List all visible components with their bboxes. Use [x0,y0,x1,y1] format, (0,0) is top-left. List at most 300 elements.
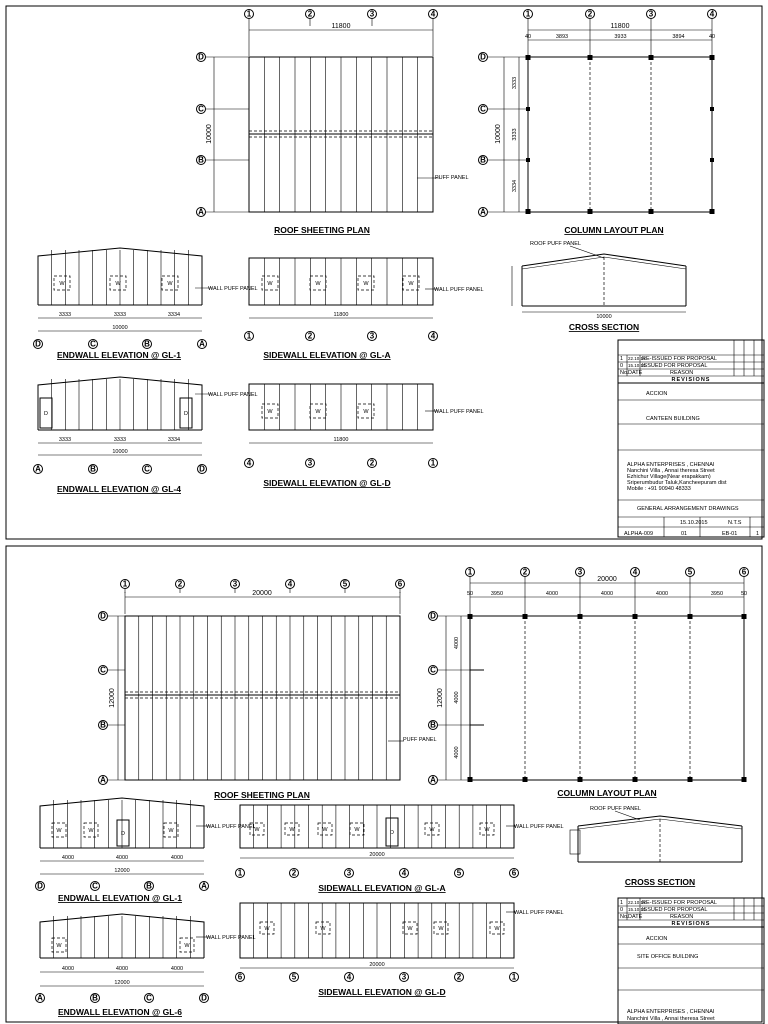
roof-puff-panel-label-2: ROOF PUFF PANEL [590,806,641,812]
cross-section-width-dim: 10000 [596,314,612,320]
elevations-1 [34,248,484,494]
column-width-dim: 11800 [610,23,630,30]
endwall-grid-D [200,994,209,1003]
title-block-1 [618,340,764,537]
endwall-grid-B-label: B [144,339,150,349]
endwall-grid-A-label: A [35,464,41,474]
window-mark: W [56,828,62,834]
sheet-2-border [6,546,762,1022]
puff-panel-label: PUFF PANEL [435,175,469,181]
endwall-grid-B [89,465,98,474]
sidewall-grid-4 [400,869,409,878]
col-grid-bubble-5-label: 5 [687,567,693,577]
sidewall-total: 11800 [333,312,349,318]
window-mark: W [354,827,360,833]
door-mark: D [390,830,394,836]
sidewall-grid-2 [368,459,377,468]
window-mark: W [408,281,414,287]
address-line-5: Mobile : +91 90940 48333 [627,486,691,492]
sidewall-grid-2-label: 2 [456,972,462,982]
endwall-grid-C-label: C [144,464,150,474]
endwall-elevation-title: ENDWALL ELEVATION @ GL-1 [57,350,181,360]
grid-bubble-4 [429,10,438,19]
grid-bubble-A-label: A [100,775,106,785]
endwall-dim: 4000 [170,855,184,861]
col-grid-bubble-1 [466,568,475,577]
col-grid-bubble-1-label: 1 [467,567,473,577]
window-mark: W [322,827,328,833]
endwall-grid-A [34,465,43,474]
endwall-elevation-gl4 [34,377,258,494]
bay-dim-1: 3893 [555,34,569,40]
column-marker [742,614,747,619]
grid-bubble-2-label: 2 [177,579,183,589]
sidewall-grid-5-label: 5 [456,868,462,878]
wall-puff-panel-label: WALL PUFF PANEL [514,910,564,916]
grid-bubble-3 [368,10,377,19]
grid-bubble-3-label: 3 [369,9,375,19]
sidewall-grid-5-label: 5 [291,972,297,982]
sidewall-elevation-gld [245,384,484,488]
client-name: ACCION [646,391,668,397]
sidewall-grid-4 [245,459,254,468]
rev-header-no-2: No. [620,914,629,920]
grid-bubble-A [99,776,108,785]
sidewall-total: 20000 [369,962,385,968]
elevations-2 [36,798,564,1017]
col-grid-bubble-A [429,776,438,785]
bay-dim-3: 3894 [672,34,685,40]
sidewall-grid-4-label: 4 [246,458,252,468]
sidewall-grid-2-label: 2 [291,868,297,878]
wind-column [526,107,530,111]
sheet-1 [6,6,764,539]
address-line-2-2: Nanchini Villa , Annai theresa Street [627,1016,715,1022]
sheet-1-border [6,6,762,539]
endwall-grid-C [91,882,100,891]
window-mark: W [56,943,62,949]
sidewall-grid-2 [455,973,464,982]
grid-bubble-D-label: D [198,52,204,62]
rev-0-reason-2: ISSUED FOR PROPOSAL [642,907,708,913]
roof-depth-dim-2: 12000 [109,688,116,708]
rev-0-date-2: 15.10.15 [628,907,646,912]
sidewall-grid-3-label: 3 [401,972,407,982]
endwall-grid-D [198,465,207,474]
sidewall-grid-3 [306,459,315,468]
sidewall-grid-1 [429,459,438,468]
col-grid-bubble-A-label: A [480,207,486,217]
endwall-elevation-title: ENDWALL ELEVATION @ GL-4 [57,484,181,494]
column-marker [468,614,473,619]
window-mark: W [115,281,121,287]
window-mark: W [320,926,326,932]
sidewall-grid-2 [306,332,315,341]
title-block-2 [618,898,764,1024]
grid-bubble-1-label: 1 [122,579,128,589]
grid-bubble-6 [396,580,405,589]
side-dim-2: 3334 [512,179,518,193]
endwall-grid-A-label: A [37,993,43,1003]
endwall-grid-C-label: C [146,993,152,1003]
address-line-3: Ezhichur Village(Near erapakkam) [627,474,711,480]
endwall-elevation-title: ENDWALL ELEVATION @ GL-1 [58,893,182,903]
sidewall-grid-1-label: 1 [246,331,252,341]
endwall-elevation-title: ENDWALL ELEVATION @ GL-6 [58,1007,182,1017]
grid-bubble-B-label: B [100,720,106,730]
grid-bubble-4-label: 4 [430,9,436,19]
window-mark: W [289,827,295,833]
endwall-dim: 4000 [61,966,75,972]
col-grid-bubble-B [429,721,438,730]
col-grid-bubble-6 [740,568,749,577]
endwall-total: 12000 [114,868,130,874]
grid-bubble-C-label: C [100,665,106,675]
col-grid-bubble-B-label: B [430,720,436,730]
grid-bubble-3 [231,580,240,589]
column-marker [588,55,593,60]
window-mark: W [438,926,444,932]
column-marker [633,777,638,782]
roof-sheeting-plan-2 [99,580,437,801]
grid-bubble-2 [306,10,315,19]
sheet-2 [6,546,764,1024]
door-mark: D [44,411,48,417]
grid-bubble-1 [121,580,130,589]
roof-sheeting-plan-1 [197,10,469,236]
grid-bubble-5-label: 5 [342,579,348,589]
sidewall-grid-5 [455,869,464,878]
sidewall-grid-2-label: 2 [307,331,313,341]
sidewall-grid-3-label: 3 [307,458,313,468]
col-grid-bubble-B [479,156,488,165]
wall-puff-panel-label: WALL PUFF PANEL [206,935,256,941]
col-grid-bubble-C-label: C [480,104,486,114]
column-depth-dim-2: 12000 [437,688,444,708]
sidewall-grid-3-label: 3 [346,868,352,878]
window-mark: W [264,926,270,932]
sidewall-grid-5 [290,973,299,982]
window-mark: W [254,827,260,833]
window-mark: W [315,281,321,287]
endwall-grid-B-label: B [146,881,152,891]
grid-bubble-A-label: A [198,207,204,217]
drawing-title: GENERAL ARRANGEMENT DRAWINGS [637,506,739,512]
col-grid-bubble-B-label: B [480,155,486,165]
client-name-2: ACCION [646,936,668,942]
column-marker [468,777,473,782]
endwall-grid-B-label: B [90,464,96,474]
sidewall-grid-2 [290,869,299,878]
col-grid-bubble-2 [586,10,595,19]
sidewall-grid-3 [400,973,409,982]
side-dim-2: 4000 [454,746,460,759]
col-grid-bubble-3 [647,10,656,19]
side-dim-1: 4000 [454,691,460,704]
col-grid-bubble-2-label: 2 [587,9,593,19]
revision-number: 1 [756,531,760,537]
project-name: CANTEEN BUILDING [646,416,700,422]
side-dim-0: 3333 [512,76,518,90]
endwall-dim: 3333 [113,437,127,443]
sidewall-grid-3-label: 3 [369,331,375,341]
grid-bubble-A [197,208,206,217]
column-marker [633,614,638,619]
endwall-total: 12000 [114,980,130,986]
endwall-elevation-gl6 [36,914,256,1017]
revisions-label-2: REVISIONS [671,921,711,927]
window-mark: W [429,827,435,833]
column-marker [742,777,747,782]
endwall-grid-B-label: B [92,993,98,1003]
rev-1-date: 22.10.15 [628,356,646,361]
window-mark: W [315,409,321,415]
col-grid-bubble-3-label: 3 [577,567,583,577]
column-marker [578,777,583,782]
sidewall-grid-4-label: 4 [430,331,436,341]
door-mark: D [121,831,125,837]
col-grid-bubble-D-label: D [480,52,486,62]
column-marker [523,777,528,782]
endwall-grid-D [36,882,45,891]
roof-sheeting-plan-title-2: ROOF SHEETING PLAN [214,790,310,800]
sheet-number: EB-01 [722,531,738,537]
endwall-grid-C-label: C [92,881,98,891]
col-grid-bubble-3 [576,568,585,577]
bay-dim-0: 50 [466,591,474,597]
sidewall-elevation-title: SIDEWALL ELEVATION @ GL-A [318,883,446,893]
wall-puff-panel-label: WALL PUFF PANEL [434,287,484,293]
window-mark: W [494,926,500,932]
rev-0-no-2: 0 [620,907,624,913]
puff-panel-label-2: PUFF PANEL [403,737,437,743]
rev-0-reason: ISSUED FOR PROPOSAL [642,363,708,369]
endwall-grid-D [34,340,43,349]
endwall-grid-D-label: D [201,993,207,1003]
sidewall-grid-6 [236,973,245,982]
endwall-grid-D-label: D [35,339,41,349]
wall-puff-panel-label: WALL PUFF PANEL [208,392,258,398]
rev-1-reason: RE-ISSUED FOR PROPOSAL [642,356,717,362]
col-grid-bubble-D-label: D [430,611,436,621]
endwall-dim: 4000 [170,966,184,972]
window-mark: W [168,828,174,834]
column-marker [588,209,593,214]
col-grid-bubble-6-label: 6 [741,567,747,577]
roof-puff-panel-label: ROOF PUFF PANEL [530,241,581,247]
sidewall-elevation-gla [245,258,484,360]
endwall-grid-C [89,340,98,349]
rev-header-no: No. [620,370,629,376]
column-marker [710,55,715,60]
rev-1-date-2: 22.10.15 [628,900,646,905]
bay-dim-2: 3933 [614,34,627,40]
grid-bubble-4-label: 4 [287,579,293,589]
sidewall-grid-6-label: 6 [511,868,517,878]
col-grid-bubble-4 [631,568,640,577]
endwall-grid-C [145,994,154,1003]
endwall-grid-A [198,340,207,349]
drawing-scale: N.T.S [728,520,742,526]
column-marker [523,614,528,619]
rev-1-no-2: 1 [620,900,624,906]
col-grid-bubble-C-label: C [430,665,436,675]
wall-puff-panel-label: WALL PUFF PANEL [208,286,258,292]
endwall-dim: 4000 [115,855,129,861]
col-grid-bubble-4 [708,10,717,19]
column-marker [526,55,531,60]
rev-0-date: 15.10.15 [628,363,646,368]
sidewall-grid-1-label: 1 [430,458,436,468]
sidewall-grid-3 [368,332,377,341]
grid-bubble-2 [176,580,185,589]
cross-section-2 [570,806,742,887]
rev-0-no: 0 [620,363,624,369]
grid-bubble-B [99,721,108,730]
endwall-dim: 4000 [61,855,75,861]
endwall-grid-A [200,882,209,891]
address-line-2: Nanchini Villa , Annai theresa Street [627,468,715,474]
drawing-date: 15.10.2015 [680,520,708,526]
col-grid-bubble-3-label: 3 [648,9,654,19]
grid-bubble-6-label: 6 [397,579,403,589]
job-number: ALPHA-009 [624,531,654,537]
rev-1-no: 1 [620,356,624,362]
grid-bubble-C [99,666,108,675]
rev-header-date-2: DATE [628,914,643,920]
sidewall-grid-6-label: 6 [237,972,243,982]
window-mark: W [407,926,413,932]
endwall-dim: 4000 [115,966,129,972]
col-grid-bubble-2 [521,568,530,577]
column-marker [649,55,654,60]
side-dim-1: 3333 [512,128,518,141]
column-marker [688,614,693,619]
col-grid-bubble-4-label: 4 [632,567,638,577]
column-layout-plan-2 [429,568,749,799]
window-mark: W [59,281,65,287]
col-grid-bubble-A [479,208,488,217]
grid-bubble-C [197,105,206,114]
bay-dim-0: 40 [524,34,532,40]
sidewall-grid-1-label: 1 [237,868,243,878]
sidewall-grid-2-label: 2 [369,458,375,468]
bay-dim-6: 50 [740,591,748,597]
window-mark: W [167,281,173,287]
column-layout-plan-title: COLUMN LAYOUT PLAN [564,225,664,235]
col-grid-bubble-5 [686,568,695,577]
cross-section-title-2: CROSS SECTION [624,877,696,887]
window-mark: W [363,281,369,287]
grid-bubble-D [197,53,206,62]
roof-depth-dim: 10000 [206,124,213,144]
cross-section-title: CROSS SECTION [568,322,640,332]
window-mark: W [184,943,190,949]
door-mark: D [184,411,188,417]
sidewall-elevation-title: SIDEWALL ELEVATION @ GL-D [263,478,391,488]
grid-bubble-C-label: C [198,104,204,114]
grid-bubble-5 [341,580,350,589]
grid-bubble-D-label: D [100,611,106,621]
window-mark: W [267,281,273,287]
sidewall-total: 11800 [333,437,349,443]
revisions-label: REVISIONS [671,377,711,383]
endwall-grid-B [143,340,152,349]
column-marker [649,209,654,214]
column-marker [578,614,583,619]
rev-1-reason-2: RE-ISSUED FOR PROPOSAL [642,900,717,906]
wind-column [526,158,530,162]
col-grid-bubble-1-label: 1 [525,9,531,19]
endwall-grid-C-label: C [90,339,96,349]
wall-puff-panel-label: WALL PUFF PANEL [514,824,564,830]
bay-dim-5: 3950 [710,591,724,597]
col-grid-bubble-A-label: A [430,775,436,785]
bay-dim-4: 40 [708,34,716,40]
sidewall-grid-1 [245,332,254,341]
cross-section-1 [512,241,686,332]
col-grid-bubble-D [479,53,488,62]
endwall-elevation-gl1-2 [36,798,256,903]
col-grid-bubble-1 [524,10,533,19]
rev-header-reason-2: REASON [670,914,694,920]
col-grid-bubble-C [429,666,438,675]
rev-header-date: DATE [628,370,643,376]
address-line-1-2: ALPHA ENTERPRISES , CHENNAI [627,1009,715,1015]
side-dim-0: 4000 [454,636,460,650]
window-mark: W [88,828,94,834]
grid-bubble-B [197,156,206,165]
wall-puff-panel-label: WALL PUFF PANEL [434,409,484,415]
sidewall-elevation-title: SIDEWALL ELEVATION @ GL-A [263,350,391,360]
endwall-grid-B [145,882,154,891]
endwall-dim: 3334 [167,312,181,318]
window-mark: W [363,409,369,415]
grid-bubble-D [99,612,108,621]
grid-bubble-1 [245,10,254,19]
grid-bubble-1-label: 1 [246,9,252,19]
rev-header-reason: REASON [670,370,694,376]
project-name-2: SITE OFFICE BUILDING [637,954,699,960]
sidewall-grid-1-label: 1 [511,972,517,982]
column-marker [688,777,693,782]
endwall-grid-A [36,994,45,1003]
endwall-grid-D-label: D [37,881,43,891]
sidewall-grid-4 [429,332,438,341]
sidewall-grid-4 [345,973,354,982]
address-line-1: ALPHA ENTERPRISES , CHENNAI [627,462,715,468]
endwall-grid-A-label: A [201,881,207,891]
column-marker [710,209,715,214]
grid-bubble-3-label: 3 [232,579,238,589]
wall-puff-panel-label: WALL PUFF PANEL [206,824,256,830]
endwall-grid-B [91,994,100,1003]
sidewall-total: 20000 [369,852,385,858]
address-line-4: Sriperumbudur Taluk,Kancheepuram dist [627,480,727,486]
col-grid-bubble-2-label: 2 [522,567,528,577]
column-layout-plan-1 [479,10,717,236]
endwall-grid-A-label: A [199,339,205,349]
roof-sheeting-plan-title: ROOF SHEETING PLAN [274,225,370,235]
sidewall-grid-1 [236,869,245,878]
sidewall-grid-4-label: 4 [346,972,352,982]
sidewall-grid-4-label: 4 [401,868,407,878]
column-depth-dim: 10000 [495,124,502,144]
grid-bubble-2-label: 2 [307,9,313,19]
bay-dim-2: 4000 [545,591,559,597]
endwall-grid-D-label: D [199,464,205,474]
endwall-total: 10000 [112,449,128,455]
